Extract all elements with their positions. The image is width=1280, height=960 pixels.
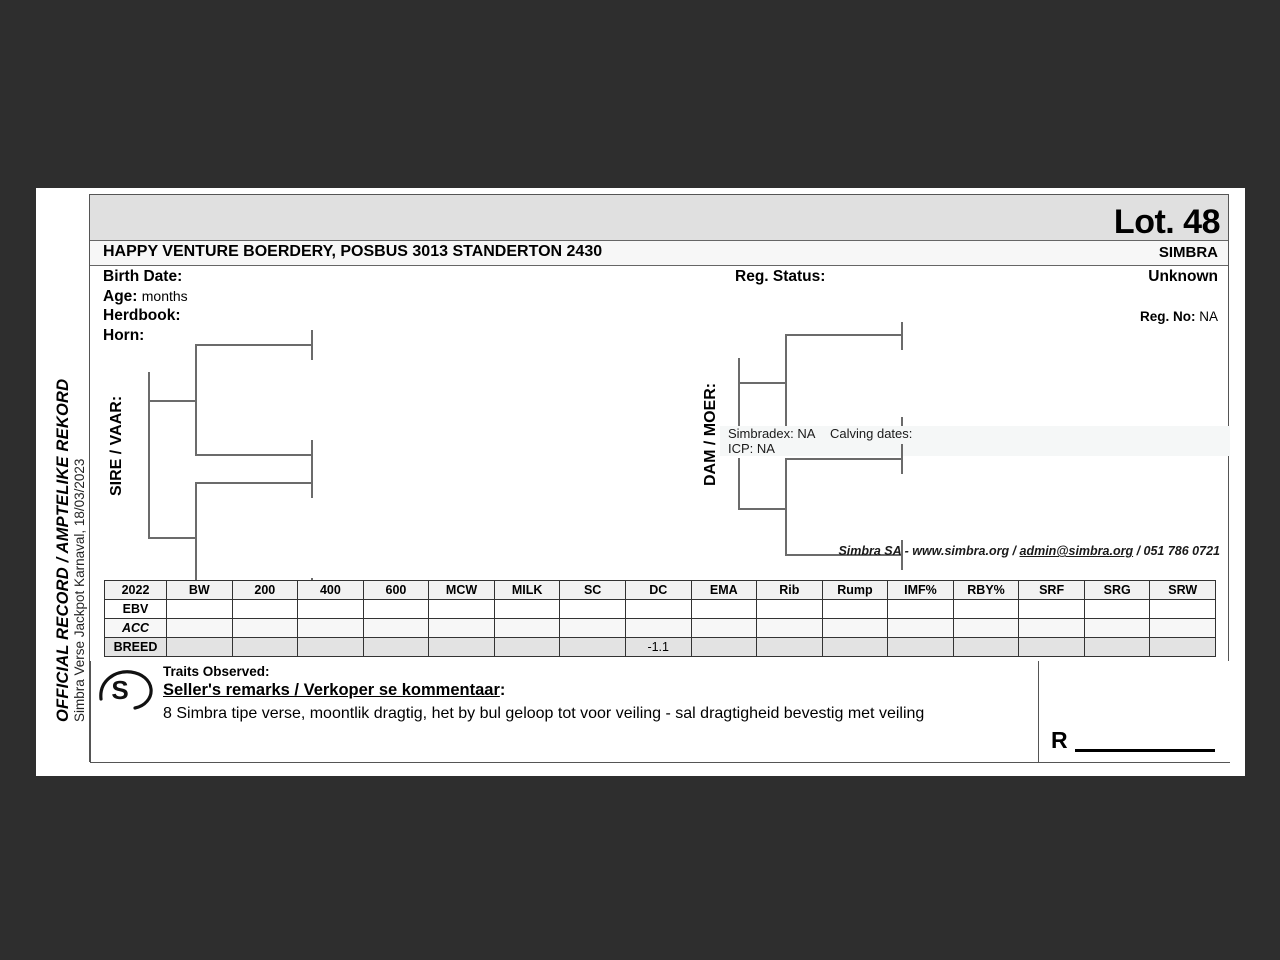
- ebv-column-header: Rump: [822, 581, 888, 600]
- ebv-cell: [429, 600, 495, 619]
- price-box[interactable]: [1038, 661, 1230, 763]
- ebv-cell: [363, 619, 429, 638]
- ebv-column-header: BW: [167, 581, 233, 600]
- dam-lower-tree: [738, 458, 968, 558]
- lot-number: Lot. 48: [1113, 203, 1220, 241]
- birth-date-row: [103, 268, 182, 286]
- spine-label: [36, 188, 88, 776]
- ebv-cell: [1084, 638, 1150, 657]
- sire-label: SIRE / VAAR:: [108, 395, 125, 496]
- ebv-cell: [560, 600, 626, 619]
- official-record-title: OFFICIAL RECORD / AMPTELIKE REKORD: [54, 378, 72, 722]
- ebv-column-header: SC: [560, 581, 626, 600]
- record-card: [89, 194, 1229, 762]
- ebv-cell: [494, 638, 560, 657]
- ebv-column-header: MILK: [494, 581, 560, 600]
- currency-label: R: [1051, 727, 1068, 753]
- reg-status-value: Unknown: [1148, 268, 1218, 285]
- breed-name: SIMBRA: [1158, 244, 1218, 261]
- ebv-cell: [953, 600, 1019, 619]
- age-label: Age:: [103, 288, 138, 305]
- ebv-column-header: SRW: [1150, 581, 1216, 600]
- ebv-column-header: RBY%: [953, 581, 1019, 600]
- age-row: [103, 288, 188, 306]
- ebv-table-row: [105, 619, 1216, 638]
- simbradex-value: Simbradex: NA: [728, 426, 816, 441]
- ebv-cell: [560, 638, 626, 657]
- herdbook-label: Herdbook:: [103, 307, 181, 324]
- ebv-cell: [888, 600, 954, 619]
- ebv-cell: [1084, 600, 1150, 619]
- ebv-cell: [232, 638, 298, 657]
- ebv-cell: [1019, 638, 1085, 657]
- seller-remarks-text: 8 Simbra tipe verse, moontlik dragtig, het by bul geloop tot voor veiling - sal dragtigheid bevestig met veiling: [163, 705, 925, 722]
- ebv-column-header: Rib: [757, 581, 823, 600]
- svg-text:S: S: [111, 675, 129, 705]
- seller-remarks-heading-text: Seller's remarks / Verkoper se kommentaar: [163, 681, 500, 699]
- icp-value: ICP: NA: [728, 441, 775, 456]
- ebv-column-header: IMF%: [888, 581, 954, 600]
- ebv-row-label: EBV: [105, 600, 167, 619]
- simbra-contact-suffix: / 051 786 0721: [1133, 544, 1220, 558]
- ebv-column-header: SRF: [1019, 581, 1085, 600]
- ebv-cell: [167, 619, 233, 638]
- horn-label: Horn:: [103, 327, 145, 344]
- dam-upper-tree: [738, 334, 968, 434]
- reg-no-label: Reg. No:: [1139, 309, 1196, 324]
- ebv-cell: [625, 600, 691, 619]
- ebv-cell: [232, 619, 298, 638]
- owner-bar: [90, 241, 1228, 266]
- ebv-cell: [429, 638, 495, 657]
- seller-remarks-colon: :: [499, 681, 506, 699]
- ebv-table-row: [105, 600, 1216, 619]
- ebv-cell: [1150, 600, 1216, 619]
- simbra-s-logo-icon: [97, 667, 159, 713]
- owner-name: HAPPY VENTURE BOERDERY, POSBUS 3013 STANDERTON 2430: [103, 243, 603, 260]
- reg-no-value: NA: [1199, 309, 1218, 324]
- sire-upper-tree: [148, 344, 378, 454]
- age-value: months: [141, 288, 188, 304]
- ebv-cell: [560, 619, 626, 638]
- ebv-cell: [1150, 619, 1216, 638]
- ebv-column-header: 200: [232, 581, 298, 600]
- reg-status-label: Reg. Status:: [735, 268, 826, 285]
- dam-label: DAM / MOER:: [702, 382, 719, 486]
- reg-no-row: [1140, 309, 1218, 324]
- price-write-in-line[interactable]: [1075, 749, 1215, 752]
- ebv-cell: [298, 600, 364, 619]
- ebv-cell: [1019, 619, 1085, 638]
- animal-details: [90, 266, 1228, 344]
- simbra-contact-prefix: Simbra SA - www.simbra.org /: [838, 544, 1020, 558]
- ebv-cell: [363, 600, 429, 619]
- ebv-cell: [494, 600, 560, 619]
- ebv-table-wrapper: [104, 580, 1216, 657]
- ebv-table-row: [105, 638, 1216, 657]
- ebv-cell: [888, 638, 954, 657]
- ebv-cell: [1019, 600, 1085, 619]
- sale-event-subtitle: Simbra Verse Jackpot Karnaval, 18/03/2023: [72, 458, 87, 722]
- ebv-cell: [757, 638, 823, 657]
- ebv-row-label: ACC: [105, 619, 167, 638]
- ebv-cell: [494, 619, 560, 638]
- ebv-cell: [691, 638, 757, 657]
- ebv-cell: [822, 600, 888, 619]
- record-page: [36, 188, 1245, 776]
- lot-bar: [90, 195, 1228, 241]
- ebv-cell: [691, 619, 757, 638]
- birth-date-label: Birth Date:: [103, 268, 183, 285]
- seller-remarks-heading: [163, 681, 505, 700]
- ebv-table: [104, 580, 1216, 657]
- ebv-header-row: [105, 581, 1216, 600]
- simbra-contact-line: [838, 544, 1220, 558]
- ebv-cell: [625, 619, 691, 638]
- herdbook-row: [103, 307, 181, 325]
- calving-dates-label: Calving dates:: [830, 426, 913, 441]
- simbradex-strip: [720, 426, 1230, 456]
- ebv-cell: [953, 619, 1019, 638]
- ebv-row-label: BREED: [105, 638, 167, 657]
- ebv-cell: [363, 638, 429, 657]
- ebv-cell: [167, 600, 233, 619]
- ebv-column-header: SRG: [1084, 581, 1150, 600]
- ebv-column-header: EMA: [691, 581, 757, 600]
- ebv-cell: [691, 600, 757, 619]
- ebv-column-header: 600: [363, 581, 429, 600]
- ebv-cell: [953, 638, 1019, 657]
- pedigree-section: [90, 326, 1228, 571]
- ebv-cell: [757, 619, 823, 638]
- sire-lower-tree: [148, 454, 378, 564]
- ebv-column-header: MCW: [429, 581, 495, 600]
- ebv-cell: [888, 619, 954, 638]
- ebv-cell: [1150, 638, 1216, 657]
- traits-observed-label: Traits Observed:: [163, 664, 270, 679]
- ebv-column-header: DC: [625, 581, 691, 600]
- ebv-cell: [822, 619, 888, 638]
- ebv-cell: [232, 600, 298, 619]
- ebv-cell: -1.1: [625, 638, 691, 657]
- ebv-cell: [298, 638, 364, 657]
- ebv-cell: [757, 600, 823, 619]
- ebv-cell: [822, 638, 888, 657]
- ebv-cell: [167, 638, 233, 657]
- ebv-column-header: 400: [298, 581, 364, 600]
- ebv-column-header: 2022: [105, 581, 167, 600]
- ebv-cell: [298, 619, 364, 638]
- seller-remarks-box: [90, 661, 1040, 763]
- ebv-cell: [429, 619, 495, 638]
- ebv-cell: [1084, 619, 1150, 638]
- simbra-admin-email-link[interactable]: admin@simbra.org: [1019, 544, 1134, 558]
